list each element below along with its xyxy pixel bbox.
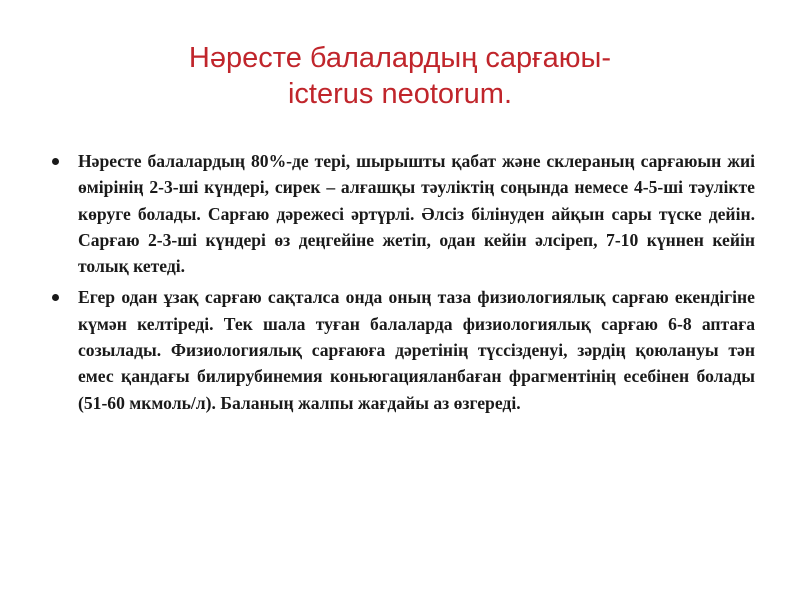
slide-title bbox=[100, 40, 700, 112]
bullet-text: Нәресте балалардың 80%-де тері, шырышты қабат және склераның сарғаюын жиі өмірінің 2-3-ші күндері, сирек – алғашқы тәуліктің соңында немесе 4-5-ші тәулікте көруге болады. Сарғаю дәрежесі әртүрлі. Әлсіз білінуден айқын сары түске дейін. Сарғаю 2-3-ші күндері өз деңгейіне жетіп, одан кейін әлсіреп, 7-10 күннен кейін толық кетеді. bbox=[78, 151, 755, 277]
bullet-list bbox=[52, 148, 755, 421]
bullet-dot-icon bbox=[52, 294, 59, 301]
slide-title-line-2: icterus neotorum. bbox=[287, 78, 513, 110]
bullet-dot-icon bbox=[52, 158, 59, 165]
bullet-text: Егер одан ұзақ сарғаю сақталса онда оның таза физиологиялық сарғаю екендігіне күмән келтіреді. Тек шала туған балаларда физиологиялық сарғаю 6-8 аптаға созылады. Физиологиялық сарғаюға дәретінің түссізденуі, зәрдің қоюлануы тән емес қандағы билирубинемия коньюгацияланбаған фрагментінің есебінен болады (51-60 мкмоль/л). Баланың жалпы жағдайы аз өзгереді. bbox=[78, 287, 755, 413]
bullet-item bbox=[52, 148, 755, 279]
bullet-item bbox=[52, 284, 755, 415]
slide-title-line-1: Нәресте балалардың сарғаюы- bbox=[188, 42, 612, 74]
